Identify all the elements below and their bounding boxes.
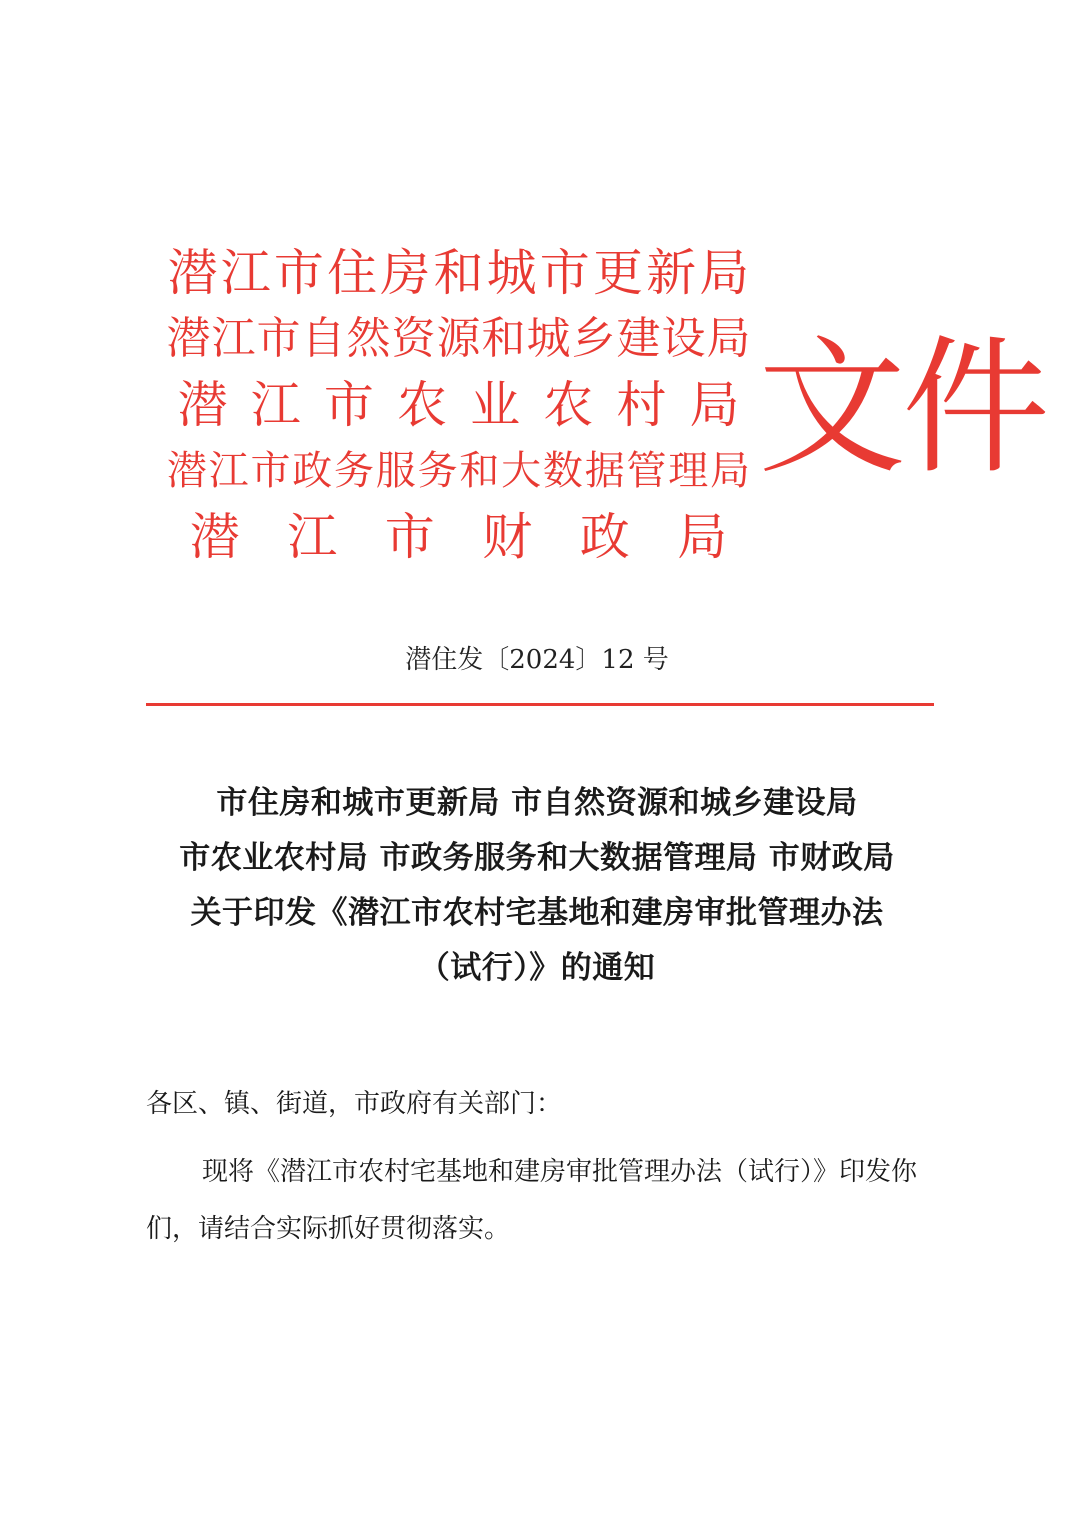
issuer-char: 局 (699, 244, 750, 302)
issuer-char: 局 (706, 313, 751, 364)
issuer-char: 和 (481, 313, 526, 364)
issuer-char: 新 (646, 244, 697, 302)
title-line: （试行）》的通知 (418, 950, 656, 986)
issuer-char: 局 (677, 508, 728, 566)
issuer-line (166, 372, 751, 438)
issuer-char: 农 (543, 376, 594, 434)
issuer-char: 源 (436, 313, 481, 364)
issuer-char: 务 (417, 448, 458, 494)
issuer-char: 市 (384, 508, 435, 566)
issuer-line (166, 240, 751, 306)
issuer-char: 江 (220, 244, 271, 302)
issuer-char: 更 (592, 244, 643, 302)
issuer-char: 市 (323, 376, 374, 434)
issuer-char: 市 (273, 244, 324, 302)
issuer-char: 大 (501, 448, 542, 494)
notice-title (0, 776, 1074, 996)
issuer-char: 潜 (167, 244, 218, 302)
issuer-char: 江 (250, 376, 301, 434)
red-divider-line (146, 703, 934, 706)
issuer-char: 和 (433, 244, 484, 302)
issuer-char: 江 (211, 313, 256, 364)
issuer-char: 务 (334, 448, 375, 494)
issuer-char: 村 (616, 376, 667, 434)
issuer-char: 农 (396, 376, 447, 434)
issuer-char: 数 (542, 448, 583, 494)
issuer-char: 市 (539, 244, 590, 302)
title-line: 市住房和城市更新局 市自然资源和城乡建设局 (216, 785, 858, 821)
salutation: 各区、镇、街道，市政府有关部门： (146, 1089, 563, 1119)
issuer-char: 乡 (571, 313, 616, 364)
issuer-char: 服 (375, 448, 416, 494)
issuer-char: 设 (661, 313, 706, 364)
issuer-line (166, 438, 751, 504)
issuer-char: 然 (346, 313, 391, 364)
issuing-agencies (166, 240, 751, 570)
issuer-char: 江 (287, 508, 338, 566)
issuer-char: 江 (208, 448, 249, 494)
document-type-label: 文件 (758, 322, 1046, 494)
issuer-char: 建 (616, 313, 661, 364)
issuer-char: 管 (626, 448, 667, 494)
issuer-char: 房 (380, 244, 431, 302)
issuer-char: 局 (689, 376, 740, 434)
issuer-char: 市 (250, 448, 291, 494)
issuer-char: 局 (710, 448, 751, 494)
issuer-char: 住 (327, 244, 378, 302)
body-paragraph (146, 1144, 936, 1258)
issuer-char: 理 (668, 448, 709, 494)
issuer-char: 资 (391, 313, 436, 364)
issuer-char: 市 (256, 313, 301, 364)
title-line: 关于印发《潜江市农村宅基地和建房审批管理办法 (190, 895, 884, 931)
title-line: 市农业农村局 市政务服务和大数据管理局 市财政局 (179, 840, 895, 876)
issuer-char: 政 (579, 508, 630, 566)
issuer-char: 城 (526, 313, 571, 364)
document-header (166, 240, 1046, 585)
document-number: 潜住发〔2024〕12 号 (405, 645, 669, 675)
issuer-char: 潜 (177, 376, 228, 434)
issuer-char: 自 (301, 313, 346, 364)
issuer-char: 和 (459, 448, 500, 494)
issuer-line (166, 306, 751, 372)
issuer-char: 政 (292, 448, 333, 494)
issuer-char: 潜 (166, 448, 207, 494)
issuer-char: 据 (584, 448, 625, 494)
issuer-char: 潜 (189, 508, 240, 566)
issuer-char: 潜 (166, 313, 211, 364)
issuer-char: 城 (486, 244, 537, 302)
issuer-char: 业 (470, 376, 521, 434)
issuer-char: 财 (482, 508, 533, 566)
body-paragraph-text: 现将《潜江市农村宅基地和建房审批管理办法（试行）》印发你们，请结合实际抓好贯彻落实。 (146, 1157, 918, 1244)
issuer-line (166, 504, 751, 570)
